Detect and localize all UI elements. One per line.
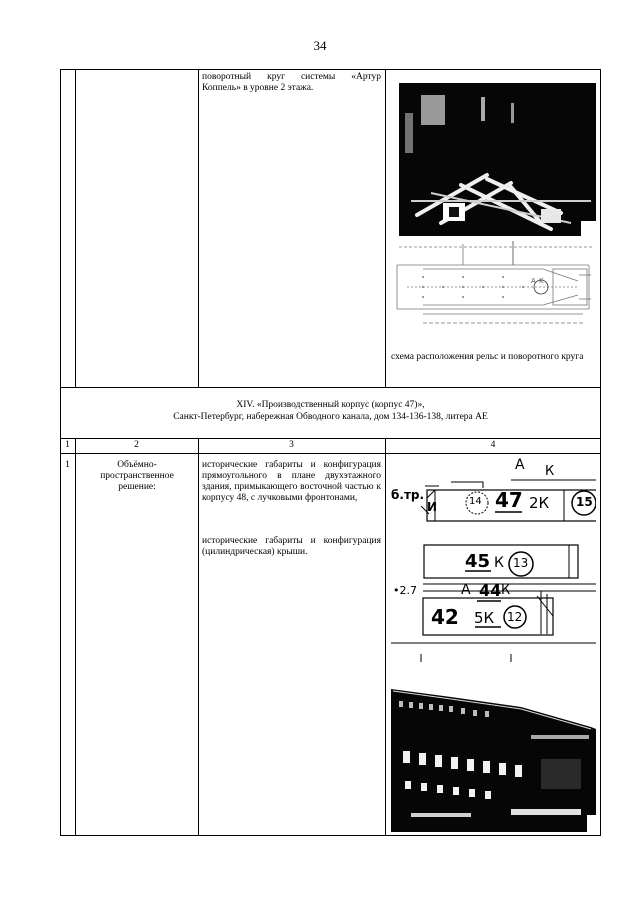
plan-label-a-mid: А — [461, 582, 471, 598]
heritage-table — [60, 69, 601, 836]
plan-label-47: 47 — [495, 488, 523, 512]
rail-layout-caption: схема расположения рельс и поворотного круга — [391, 352, 584, 362]
plan-label-circle-14: 14 — [469, 496, 482, 507]
item-description-dimensions: исторические габариты и конфигурация прямоугольного в плане двухэтажного здания, примыкающего восточной частью к корпусу 48, с лучковыми фронтонами, — [202, 460, 381, 503]
svg-text:K: K — [539, 277, 544, 285]
plan-label-btr-mark: И — [427, 500, 438, 514]
plan-label-dim: •2.7 — [393, 584, 417, 597]
plan-label-42: 42 — [431, 605, 459, 629]
column-divider — [198, 438, 199, 836]
plan-label-k: К — [545, 464, 555, 479]
plan-label-45: 45 — [465, 551, 491, 572]
plan-label-circle-15: 15 — [576, 495, 593, 509]
item-subject: Объёмно-пространственное решение: — [100, 460, 174, 492]
page-number: 34 — [313, 38, 327, 53]
section-heading-line2: Санкт-Петербург, набережная Обводного канала, дом 134-136-138, литера АЕ — [173, 412, 488, 422]
row-divider — [60, 453, 601, 454]
plan-label-circle-12: 12 — [507, 610, 523, 624]
column-number: 3 — [289, 440, 294, 450]
turntable-photo — [391, 83, 596, 236]
plan-label-5k: 5К — [474, 609, 495, 627]
rail-layout-plan — [393, 239, 598, 344]
column-number: 4 — [490, 440, 496, 450]
plan-label-44-k: К — [501, 583, 511, 598]
plan-label-a: А — [515, 457, 525, 473]
column-divider — [198, 69, 199, 387]
row-divider — [60, 387, 601, 388]
item-description-roof: исторические габариты и конфигурация (цилиндрическая) крыши. — [202, 536, 381, 557]
building-photo — [391, 689, 596, 832]
column-divider — [385, 69, 386, 387]
column-divider — [75, 69, 76, 387]
svg-text:A: A — [531, 277, 536, 285]
column-divider — [385, 438, 386, 836]
plan-label-2k: 2К — [529, 494, 550, 512]
site-plan — [391, 456, 596, 666]
plan-label-btr: б.тр. — [391, 488, 425, 502]
column-number: 1 — [65, 440, 70, 450]
table-border-bottom — [60, 835, 601, 836]
plan-label-circle-13: 13 — [513, 556, 529, 570]
plan-label-45-k: К — [494, 555, 504, 571]
column-divider — [75, 438, 76, 836]
turntable-description: поворотный круг системы «Артур Коппель» в уровне 2 этажа. — [202, 72, 381, 93]
table-border-top — [60, 69, 601, 70]
column-number: 2 — [134, 440, 139, 450]
item-number: 1 — [65, 460, 70, 470]
turntable-photo-detail — [391, 83, 596, 236]
row-divider — [60, 438, 601, 439]
building-photo-detail — [391, 689, 596, 832]
section-heading-line1: XIV. «Производственный корпус (корпус 47)», — [236, 400, 425, 410]
plan-label-44: 44 — [479, 581, 502, 600]
